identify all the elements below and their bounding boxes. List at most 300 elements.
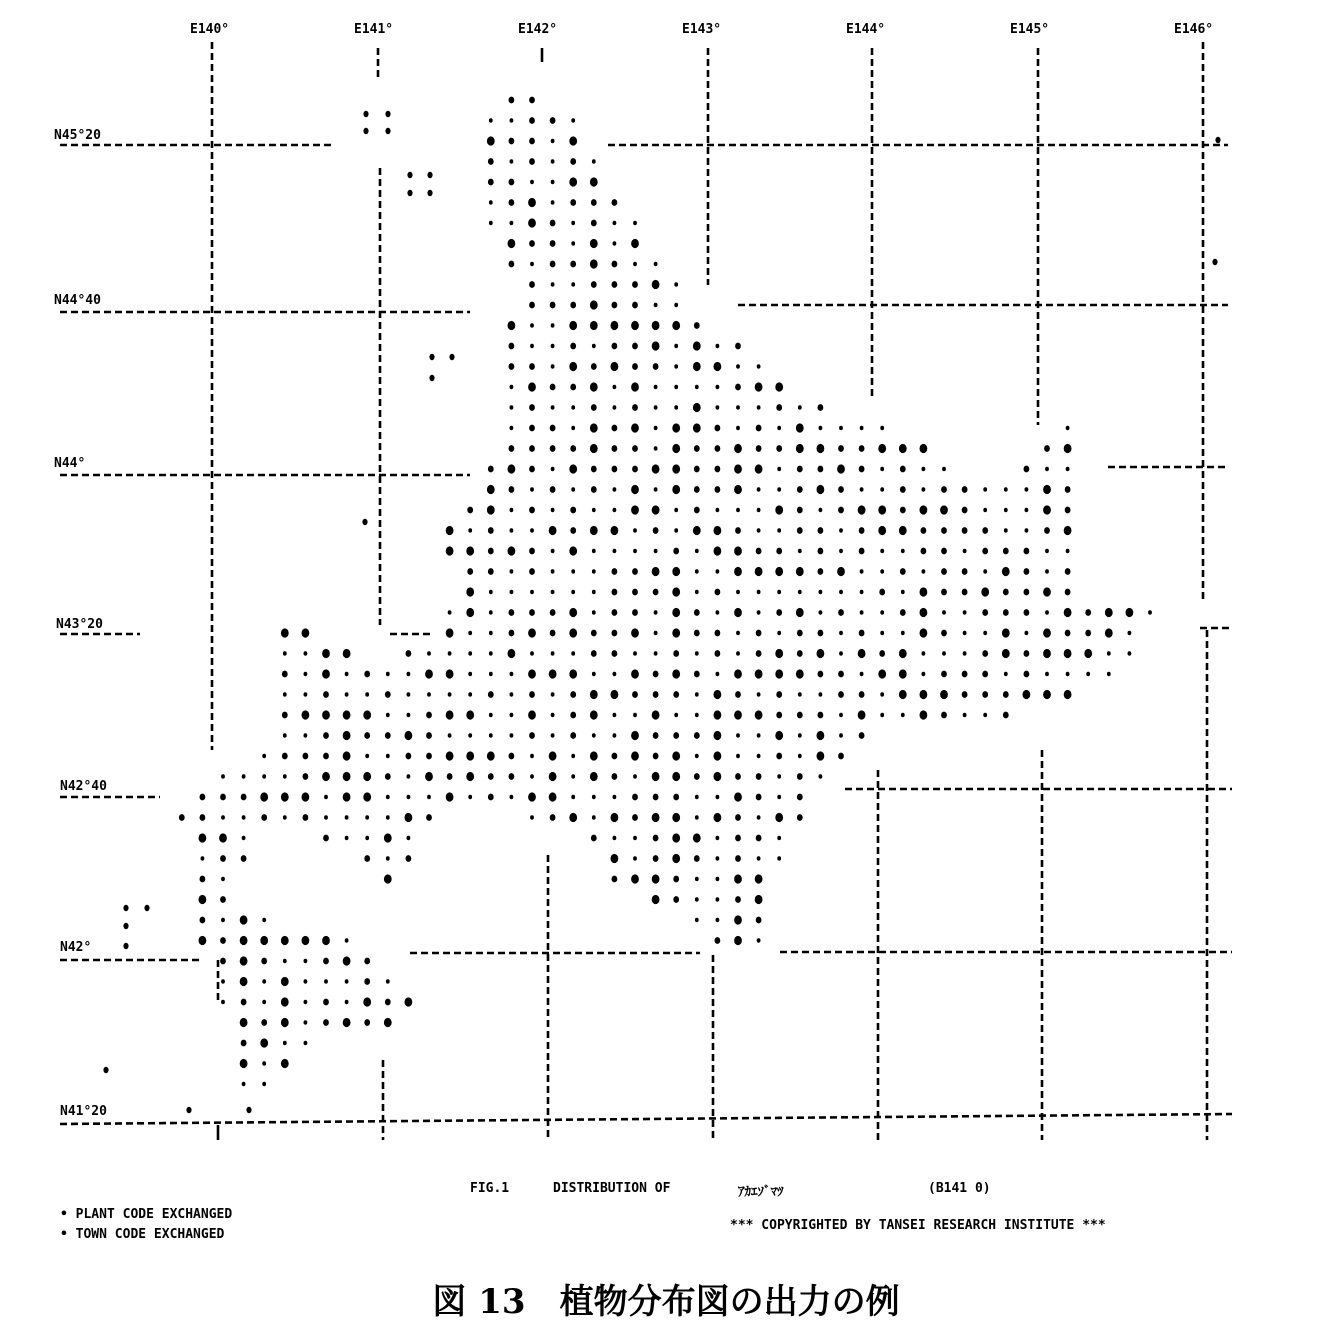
- distribution-dot: [612, 773, 618, 780]
- distribution-dot: [551, 569, 555, 573]
- distribution-dot: [860, 569, 864, 573]
- distribution-dot: [220, 896, 226, 903]
- distribution-dot: [1084, 649, 1092, 658]
- distribution-dot: [631, 731, 639, 740]
- distribution-dot: [776, 712, 782, 719]
- distribution-dot: [1086, 672, 1090, 676]
- distribution-dot: [920, 608, 928, 617]
- distribution-dot: [240, 1059, 248, 1068]
- distribution-dot: [963, 631, 967, 635]
- distribution-dot: [281, 1018, 289, 1027]
- distribution-dot: [1043, 485, 1051, 494]
- distribution-dot: [755, 669, 763, 678]
- distribution-dot: [240, 936, 248, 945]
- distribution-dot: [837, 567, 845, 576]
- distribution-dot: [798, 549, 802, 553]
- distribution-dot: [734, 710, 742, 719]
- distribution-dot: [386, 815, 390, 819]
- distribution-dot: [1004, 528, 1008, 532]
- distribution-dot: [510, 221, 514, 225]
- distribution-dot: [633, 713, 637, 717]
- distribution-dot: [345, 938, 349, 942]
- distribution-dot: [549, 526, 557, 535]
- distribution-dot: [736, 508, 740, 512]
- distribution-dot: [242, 836, 246, 840]
- distribution-dot: [364, 958, 370, 965]
- distribution-dot: [714, 751, 722, 760]
- lat-label-n42-40: N42°40: [60, 779, 107, 794]
- distribution-dot: [489, 200, 493, 204]
- distribution-dot: [672, 628, 680, 637]
- distribution-dot: [899, 526, 907, 535]
- distribution-dot: [550, 384, 556, 391]
- distribution-dot: [262, 1000, 266, 1004]
- distribution-dot: [694, 855, 700, 862]
- distribution-dot: [283, 774, 287, 778]
- distribution-dot: [447, 773, 453, 780]
- distribution-dot: [407, 795, 411, 799]
- distribution-dot: [631, 239, 639, 248]
- distribution-dot: [922, 467, 926, 471]
- distribution-dot: [426, 732, 432, 739]
- outlying-island-dot: [1215, 137, 1220, 143]
- distribution-dot: [838, 507, 844, 514]
- distribution-dot: [345, 815, 349, 819]
- distribution-dot: [551, 180, 555, 184]
- distribution-dot: [363, 710, 371, 719]
- distribution-dot: [343, 792, 351, 801]
- distribution-dot: [632, 609, 638, 616]
- distribution-dot: [880, 467, 884, 471]
- outlying-island-dot: [123, 943, 128, 949]
- distribution-dot: [1126, 608, 1134, 617]
- distribution-dot: [756, 548, 762, 555]
- distribution-dot: [1024, 609, 1030, 616]
- distribution-dot: [715, 425, 721, 432]
- distribution-dot: [942, 651, 946, 655]
- distribution-dot: [1128, 631, 1132, 635]
- distribution-dot: [1002, 567, 1010, 576]
- distribution-dot: [569, 177, 577, 186]
- distribution-dot: [510, 733, 514, 737]
- distribution-dot: [942, 610, 946, 614]
- distribution-dot: [1024, 568, 1030, 575]
- distribution-dot: [407, 692, 411, 696]
- distribution-dot: [838, 671, 844, 678]
- distribution-dot: [756, 773, 762, 780]
- distribution-dot: [672, 423, 680, 432]
- distribution-dot: [798, 733, 802, 737]
- distribution-dot: [777, 836, 781, 840]
- distribution-dot: [1004, 672, 1008, 676]
- distribution-dot: [652, 772, 660, 781]
- distribution-dot: [529, 548, 535, 555]
- distribution-dot: [571, 426, 575, 430]
- distribution-dot: [963, 651, 967, 655]
- distribution-dot: [734, 464, 742, 473]
- distribution-dot: [281, 628, 289, 637]
- distribution-dot: [715, 486, 721, 493]
- distribution-dot: [715, 589, 721, 596]
- distribution-dot: [1043, 505, 1051, 514]
- distribution-dot: [468, 651, 472, 655]
- distribution-dot: [880, 549, 884, 553]
- distribution-dot: [551, 323, 555, 327]
- distribution-dot: [776, 445, 782, 452]
- distribution-dot: [693, 423, 701, 432]
- distribution-dot: [570, 343, 576, 350]
- distribution-dot: [817, 731, 825, 740]
- distribution-dot: [963, 713, 967, 717]
- distribution-dot: [963, 549, 967, 553]
- distribution-dot: [716, 877, 720, 881]
- distribution-dot: [323, 691, 329, 698]
- distribution-dot: [448, 651, 452, 655]
- distribution-dot: [920, 444, 928, 453]
- distribution-dot: [487, 485, 495, 494]
- lat-label-n43-20: N43°20: [56, 617, 103, 632]
- distribution-dot: [777, 590, 781, 594]
- distribution-dot: [613, 241, 617, 245]
- distribution-dot: [962, 507, 968, 514]
- distribution-dot: [839, 713, 843, 717]
- distribution-dot: [260, 936, 268, 945]
- distribution-dot: [962, 486, 968, 493]
- distribution-dot: [633, 651, 637, 655]
- distribution-dot: [304, 692, 308, 696]
- distribution-dot: [528, 628, 536, 637]
- distribution-dot: [592, 590, 596, 594]
- distribution-dot: [489, 651, 493, 655]
- distribution-dot: [1045, 549, 1049, 553]
- distribution-dot: [838, 753, 844, 760]
- distribution-dot: [757, 405, 761, 409]
- distribution-dot: [303, 753, 309, 760]
- distribution-dot: [322, 669, 330, 678]
- distribution-dot: [591, 404, 597, 411]
- distribution-dot: [405, 813, 413, 822]
- distribution-dot: [673, 794, 679, 801]
- distribution-dot: [509, 343, 515, 350]
- distribution-dot: [528, 710, 536, 719]
- distribution-dot: [345, 692, 349, 696]
- distribution-dot: [324, 979, 328, 983]
- distribution-dot: [551, 590, 555, 594]
- distribution-dot: [590, 690, 598, 699]
- outlying-island-dot: [385, 128, 390, 134]
- distribution-dot: [549, 669, 557, 678]
- distribution-dot: [1045, 569, 1049, 573]
- distribution-dot: [592, 344, 596, 348]
- distribution-dot: [571, 590, 575, 594]
- distribution-dot: [734, 567, 742, 576]
- distribution-dot: [551, 733, 555, 737]
- distribution-dot: [322, 772, 330, 781]
- distribution-dot: [384, 874, 392, 883]
- distribution-dot: [694, 609, 700, 616]
- distribution-dot: [654, 262, 658, 266]
- distribution-dot: [1024, 548, 1030, 555]
- distribution-dot: [631, 485, 639, 494]
- distribution-dot: [797, 814, 803, 821]
- distribution-dot: [613, 385, 617, 389]
- distribution-dot: [611, 362, 619, 371]
- outlying-island-dot: [407, 190, 412, 196]
- distribution-dot: [735, 691, 741, 698]
- distribution-dot: [241, 794, 247, 801]
- distribution-dot: [612, 445, 618, 452]
- distribution-dot: [488, 527, 494, 534]
- distribution-dot: [570, 691, 576, 698]
- distribution-dot: [653, 753, 659, 760]
- distribution-dot: [529, 466, 535, 473]
- distribution-dot: [590, 259, 598, 268]
- distribution-dot: [920, 628, 928, 637]
- distribution-dot: [1023, 690, 1031, 699]
- distribution-dot: [551, 508, 555, 512]
- distribution-dot: [714, 813, 722, 822]
- distribution-dot: [530, 815, 534, 819]
- distribution-dot: [673, 876, 679, 883]
- distribution-dot: [633, 549, 637, 553]
- distribution-dot: [549, 772, 557, 781]
- distribution-dot: [757, 692, 761, 696]
- distribution-dot: [941, 671, 947, 678]
- distribution-dot: [654, 610, 658, 614]
- copyright-notice: *** COPYRIGHTED BY TANSEI RESEARCH INSTITUTE ***: [730, 1218, 1106, 1233]
- distribution-dot: [488, 548, 494, 555]
- distribution-dot: [551, 405, 555, 409]
- distribution-dot: [694, 445, 700, 452]
- distribution-dot: [551, 200, 555, 204]
- distribution-dot: [242, 1082, 246, 1086]
- distribution-dot: [569, 136, 577, 145]
- distribution-dot: [757, 487, 761, 491]
- distribution-dot: [735, 343, 741, 350]
- distribution-dot: [343, 751, 351, 760]
- distribution-dot: [632, 589, 638, 596]
- distribution-dot: [672, 587, 680, 596]
- distribution-dot: [673, 650, 679, 657]
- distribution-dot: [982, 527, 988, 534]
- distribution-dot: [384, 1018, 392, 1027]
- distribution-dot: [303, 814, 309, 821]
- distribution-dot: [962, 589, 968, 596]
- distribution-dot: [468, 733, 472, 737]
- distribution-dot: [818, 466, 824, 473]
- distribution-dot: [425, 772, 433, 781]
- distribution-dot: [304, 1041, 308, 1045]
- distribution-dot: [695, 549, 699, 553]
- distribution-dot: [839, 631, 843, 635]
- distribution-dot: [571, 221, 575, 225]
- distribution-dot: [653, 589, 659, 596]
- distribution-dot: [508, 239, 516, 248]
- distribution-dot: [487, 505, 495, 514]
- distribution-dot: [674, 364, 678, 368]
- distribution-dot: [716, 856, 720, 860]
- distribution-dot: [654, 487, 658, 491]
- distribution-dot: [757, 754, 761, 758]
- distribution-dot: [529, 445, 535, 452]
- distribution-dot: [551, 364, 555, 368]
- distribution-dot: [942, 467, 946, 471]
- distribution-dot: [859, 527, 865, 534]
- distribution-dot: [922, 569, 926, 573]
- distribution-dot: [880, 426, 884, 430]
- distribution-dot: [714, 710, 722, 719]
- distribution-dot: [405, 731, 413, 740]
- distribution-dot: [343, 772, 351, 781]
- distribution-dot: [613, 221, 617, 225]
- distribution-dot: [735, 855, 741, 862]
- distribution-dot: [220, 937, 226, 944]
- distribution-dot: [611, 854, 619, 863]
- distribution-dot: [941, 589, 947, 596]
- distribution-dot: [693, 341, 701, 350]
- distribution-dot: [982, 691, 988, 698]
- distribution-dot: [590, 382, 598, 391]
- distribution-dot: [282, 712, 288, 719]
- distribution-dot: [281, 792, 289, 801]
- distribution-dot: [631, 321, 639, 330]
- distribution-dot: [694, 466, 700, 473]
- outlying-island-dot: [1212, 259, 1217, 265]
- distribution-dot: [448, 733, 452, 737]
- distribution-dot: [1044, 445, 1050, 452]
- distribution-dot: [590, 300, 598, 309]
- distribution-dot: [674, 528, 678, 532]
- outlying-island-dot: [427, 190, 432, 196]
- distribution-dot: [529, 97, 535, 104]
- distribution-dot: [551, 159, 555, 163]
- distribution-dot: [632, 794, 638, 801]
- distribution-dot: [530, 180, 534, 184]
- distribution-dot: [736, 631, 740, 635]
- distribution-of-label: DISTRIBUTION OF: [553, 1181, 671, 1196]
- distribution-dot: [550, 261, 556, 268]
- distribution-dot: [283, 959, 287, 963]
- lon-label-e145: E145°: [1010, 22, 1050, 37]
- distribution-dot: [819, 692, 823, 696]
- distribution-dot: [755, 895, 763, 904]
- distribution-dot: [880, 487, 884, 491]
- lon-label-e140: E140°: [190, 22, 230, 37]
- distribution-dot: [819, 774, 823, 778]
- distribution-dot: [1066, 672, 1070, 676]
- distribution-dot: [510, 508, 514, 512]
- distribution-dot: [672, 772, 680, 781]
- distribution-dot: [1003, 589, 1009, 596]
- distribution-dot: [592, 672, 596, 676]
- outlying-island-dot: [123, 923, 128, 929]
- distribution-dot: [530, 487, 534, 491]
- outlying-island-dot: [429, 375, 434, 381]
- distribution-dot: [613, 405, 617, 409]
- distribution-dot: [242, 774, 246, 778]
- distribution-dot: [716, 836, 720, 840]
- distribution-dot: [1002, 628, 1010, 637]
- distribution-dot: [756, 917, 762, 924]
- distribution-dot: [1105, 608, 1113, 617]
- distribution-dot: [899, 444, 907, 453]
- distribution-dot: [427, 651, 431, 655]
- distribution-dot: [613, 508, 617, 512]
- distribution-dot: [756, 835, 762, 842]
- distribution-dot: [509, 261, 515, 268]
- distribution-dot: [632, 363, 638, 370]
- distribution-dot: [221, 918, 225, 922]
- distribution-dot: [714, 772, 722, 781]
- distribution-dot: [302, 792, 310, 801]
- distribution-dot: [632, 691, 638, 698]
- distribution-dot: [200, 917, 206, 924]
- distribution-dot: [304, 1000, 308, 1004]
- distribution-dot: [221, 815, 225, 819]
- distribution-dot: [385, 999, 391, 1006]
- distribution-dot: [199, 833, 207, 842]
- distribution-dot: [901, 590, 905, 594]
- distribution-dot: [220, 958, 226, 965]
- distribution-dot: [982, 650, 988, 657]
- distribution-dot: [613, 836, 617, 840]
- distribution-dot: [569, 321, 577, 330]
- distribution-dot: [240, 1018, 248, 1027]
- distribution-dot: [385, 691, 391, 698]
- distribution-dot: [571, 282, 575, 286]
- distribution-dot: [364, 1019, 370, 1026]
- distribution-dot: [819, 508, 823, 512]
- distribution-dot: [364, 855, 370, 862]
- distribution-dot: [569, 362, 577, 371]
- distribution-dot: [467, 568, 473, 575]
- distribution-dot: [654, 446, 658, 450]
- distribution-dot: [510, 528, 514, 532]
- outlying-island-dot: [144, 905, 149, 911]
- distribution-dot: [487, 751, 495, 760]
- distribution-dot: [982, 609, 988, 616]
- distribution-dot: [1024, 466, 1030, 473]
- figure-number: FIG.1: [470, 1181, 510, 1196]
- distribution-dot: [529, 240, 535, 247]
- distribution-dot: [674, 282, 678, 286]
- distribution-dot: [384, 833, 392, 842]
- distribution-dot: [345, 672, 349, 676]
- distribution-dot: [817, 649, 825, 658]
- distribution-dot: [674, 405, 678, 409]
- distribution-dot: [466, 546, 474, 555]
- distribution-dot: [592, 610, 596, 614]
- distribution-dot: [363, 997, 371, 1006]
- distribution-dot: [734, 444, 742, 453]
- distribution-dot: [571, 795, 575, 799]
- distribution-dot: [941, 548, 947, 555]
- distribution-dot: [632, 343, 638, 350]
- distribution-dot: [446, 526, 454, 535]
- distribution-dot: [736, 733, 740, 737]
- distribution-dot: [631, 874, 639, 883]
- distribution-dot: [551, 713, 555, 717]
- distribution-dot: [775, 649, 783, 658]
- distribution-dot: [405, 997, 413, 1006]
- distribution-dot: [1065, 507, 1071, 514]
- distribution-dot: [839, 590, 843, 594]
- distribution-dot: [446, 751, 454, 760]
- distribution-dot: [982, 671, 988, 678]
- distribution-dot: [303, 773, 309, 780]
- outlying-island-dot: [186, 1107, 191, 1113]
- distribution-dot: [612, 876, 618, 883]
